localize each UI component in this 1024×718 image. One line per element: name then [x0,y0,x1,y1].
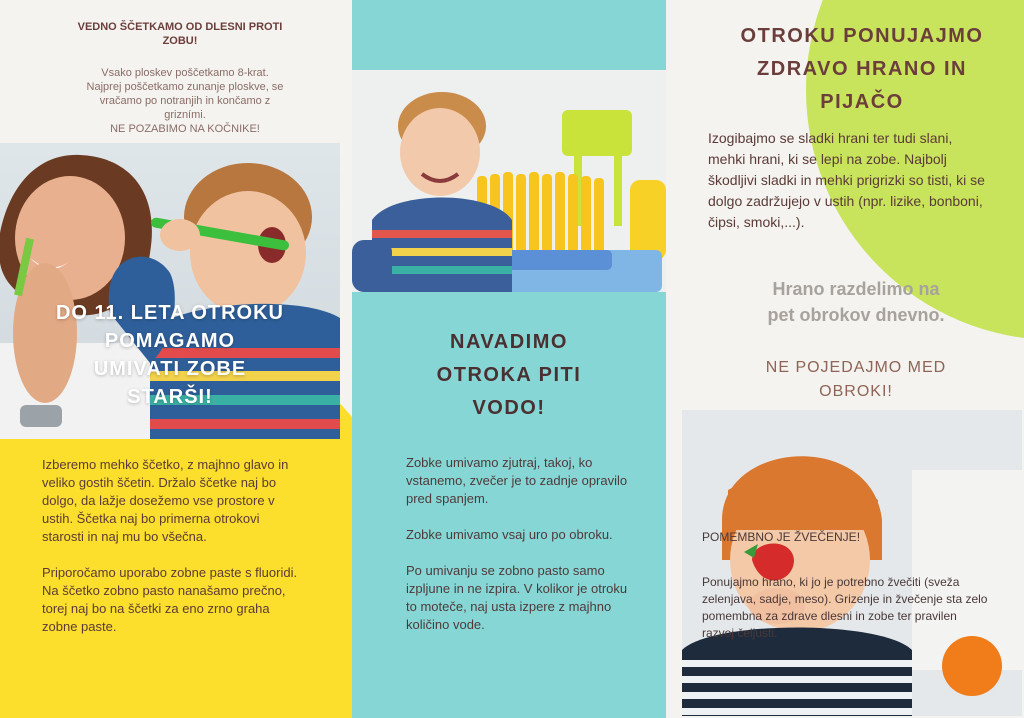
brochure-panel-middle [352,0,666,718]
child-with-toothbrush-photo [352,70,666,292]
heading-line: POMAGAMO [104,330,236,352]
chewing-heading: POMEMBNO JE ŽVEČENJE! [702,530,861,544]
heading-line: NAVADIMO [450,331,568,353]
instruction-line: Najprej poščetkamo zunanje ploskve, se [86,81,284,93]
heading-line: UMIVATI ZOBE [93,358,247,380]
brushing-schedule-text [406,454,636,652]
instruction-line: Vsako ploskev poščetkamo 8-krat. [101,67,269,79]
heading-line: OTROKA PITI [436,364,582,386]
warning-line: OBROKI! [819,383,893,400]
parents-help-heading [30,299,310,411]
healthy-food-heading [712,20,1012,119]
paragraph: Zobke umivamo vsaj uro po obroku. [406,527,613,542]
no-snacking-warning [736,356,976,404]
child-eating-strawberry-photo [682,410,1022,716]
heading-line: ZDRAVO HRANO IN [757,58,967,80]
child-with-toothbrush-illustration [352,70,666,292]
heading-line: OTROKU PONUJAJMO [740,25,984,47]
chewing-text: Ponujajmo hrano, ki jo je potrebno žvečiti (sveža zelenjava, sadje, meso). Grizenje in žvečenje sta zelo pomembna za zdrave dlesni in zobe ter pravilen razvoj čeljusti. [702,575,988,640]
brushing-direction-heading: VEDNO ŠČETKAMO OD DLESNI PROTI ZOBU! [77,21,283,47]
paragraph: Po umivanju se zobno pasto samo izpljune in ne izpira. V kolikor je otroku to moteče, naj usta izpere z majhno količino vode. [406,563,628,632]
drink-water-heading [372,326,646,425]
note-line: pet obrokov dnevno. [767,305,945,325]
instruction-line: grizními. [164,109,206,121]
brochure-panel-right [666,0,1024,718]
heading-line: VODO! [472,397,546,419]
paragraph: Izberemo mehko ščetko, z majhno glavo in veliko gostih ščetin. Držalo ščetke naj bo dolgo, da lažje dosežemo vse prostore v ustih. Ščetka naj bo primerna otrokovi starosti in naj mu bo všečna. [42,457,289,544]
toothbrush-advice-text [42,456,302,654]
paragraph: Priporočamo uporabo zobne paste s fluoridi. Na ščetko zobno pasto nanašamo prečno, torej naj bo na ščetki za eno zrno graha zobne paste. [42,565,298,634]
paragraph: Zobke umivamo zjutraj, takoj, ko vstanemo, zvečer je to zadnje opravilo pred spanjem. [406,455,628,506]
heading-line: PIJAČO [820,91,904,113]
brochure-panel-left [0,0,352,718]
heading-line: DO 11. LETA OTROKU [55,302,285,324]
note-line: Hrano razdelimo na [772,279,940,299]
five-meals-note [736,276,976,328]
brushing-instructions [60,66,310,136]
sweets-advice-text: Izogibajmo se sladki hrani ter tudi slani, mehki hrani, ki se lepi na zobe. Najbolj škodljivi sladki in mehki prigrizki so tisti, ki se dolgo zadržujejo v ustih (npr. lizike, bonboni, čipsi, smoki,...). [708,130,985,230]
parent-child-brushing-photo [0,143,340,439]
child-eating-strawberry-illustration [682,410,1022,716]
warning-line: NE POJEDAJMO MED [765,359,947,376]
instruction-line: NE POZABIMO NA KOČNIKE! [110,123,260,135]
instruction-line: vračamo po notranjih in končamo z [99,95,271,107]
heading-line: STARŠI! [127,386,213,408]
